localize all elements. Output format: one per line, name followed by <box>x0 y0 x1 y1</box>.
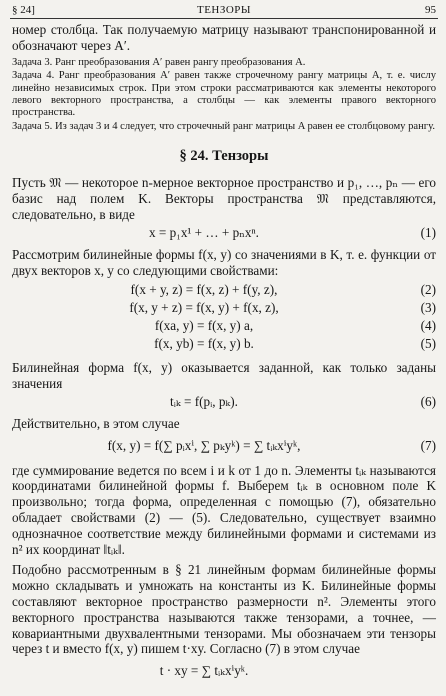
equation-4 <box>12 318 436 334</box>
equation-8-formula: t · xy = ∑ tᵢₖxⁱyᵏ. <box>159 663 249 679</box>
running-header <box>12 4 436 18</box>
paragraph-2: Рассмотрим билинейные формы f(x, y) со значениями в K, т. е. функции от двух векторов x, y со следующими свойствами: <box>12 246 436 278</box>
equation-4-formula: f(xa, y) = f(x, y) a, <box>154 317 254 333</box>
tasks-block <box>12 57 436 133</box>
equation-7-formula: f(x, y) = f(∑ pᵢxⁱ, ∑ pₖyᵏ) = ∑ tᵢₖxⁱyᵏ, <box>107 437 301 453</box>
equation-6 <box>12 394 436 410</box>
header-title: ТЕНЗОРЫ <box>196 4 252 16</box>
page-body <box>12 22 436 681</box>
page-number: 95 <box>425 4 436 16</box>
paragraph-6: Подобно рассмотренным в § 21 линейным формам билинейные формы можно складывать и умножать на константы из K. Билинейные формы составляют векторное пространство размерности n². Элементы этого векторного пространства называются также тензорами, а точнее, — ковариантными двухвалентными тензорами. Мы обозначаем эти тензоры через t и вместо f(x, y) пишем t·xy. Согласно (7) в этом случае <box>12 561 436 657</box>
equation-1-number: (1) <box>420 224 436 240</box>
equation-2 <box>12 282 436 298</box>
equation-2-formula: f(x + y, z) = f(x, z) + f(y, z), <box>130 281 278 297</box>
paragraph-4: Действительно, в этом случае <box>12 415 180 431</box>
header-section-ref: § 24] <box>12 4 35 16</box>
equations-2-5 <box>12 282 436 352</box>
equation-5 <box>12 336 436 352</box>
equation-6-number: (6) <box>420 393 436 409</box>
intro-paragraph: номер столбца. Так получаемую матрицу называют транспонированной и обозначают через A′. <box>12 22 436 53</box>
header-rule <box>10 18 438 19</box>
equation-1-formula: x = p₁x¹ + … + pₙxⁿ. <box>149 224 259 240</box>
equation-4-number: (4) <box>420 317 436 333</box>
equation-7 <box>12 438 436 454</box>
equation-5-number: (5) <box>420 335 436 351</box>
equation-2-number: (2) <box>420 281 436 297</box>
paragraph-1: Пусть 𝔐 — некоторое n-мерное векторное пространство и p₁, …, pₙ — его базис над полем K. Векторы пространства 𝔐 представляются, следовательно, в виде <box>12 175 436 223</box>
equation-8 <box>12 663 436 679</box>
task-3: Задача 3. Ранг преобразования A′ равен рангу преобразования A. <box>12 56 306 68</box>
paragraph-3: Билинейная форма f(x, y) оказывается заданной, как только заданы значения <box>12 359 436 391</box>
equation-3 <box>12 300 436 316</box>
equation-5-formula: f(x, yb) = f(x, y) b. <box>154 335 254 351</box>
section-title: § 24. Тензоры <box>179 148 269 165</box>
equation-3-number: (3) <box>420 299 436 315</box>
equation-6-formula: tᵢₖ = f(pᵢ, pₖ). <box>170 393 238 409</box>
equation-1 <box>12 225 436 241</box>
equation-3-formula: f(x, y + z) = f(x, y) + f(x, z), <box>129 299 279 315</box>
task-4: Задача 4. Ранг преобразования A′ равен также строчечному рангу матрицы A, т. е. числу линейно независимых строк. При этом строки рассматриваются как элементы некоторого левого векторного пространства, а столбцы — как элементы правого векторного пространства. <box>12 70 436 119</box>
task-5: Задача 5. Из задач 3 и 4 следует, что строчечный ранг матрицы A равен ее столбцовому рангу. <box>12 120 436 132</box>
paragraph-5: где суммирование ведется по всем i и k от 1 до n. Элементы tᵢₖ называются координатами билинейной формы f. Выберем tᵢₖ в основном поле K произвольно; тогда форма, определенная с помощью (7), обязательно обладает свойствами (2) — (5). Следовательно, существует взаимно однозначное соответствие между билинейными формами и системами из n² их координат ‖tᵢₖ‖. <box>12 462 436 558</box>
equation-7-number: (7) <box>420 437 436 453</box>
